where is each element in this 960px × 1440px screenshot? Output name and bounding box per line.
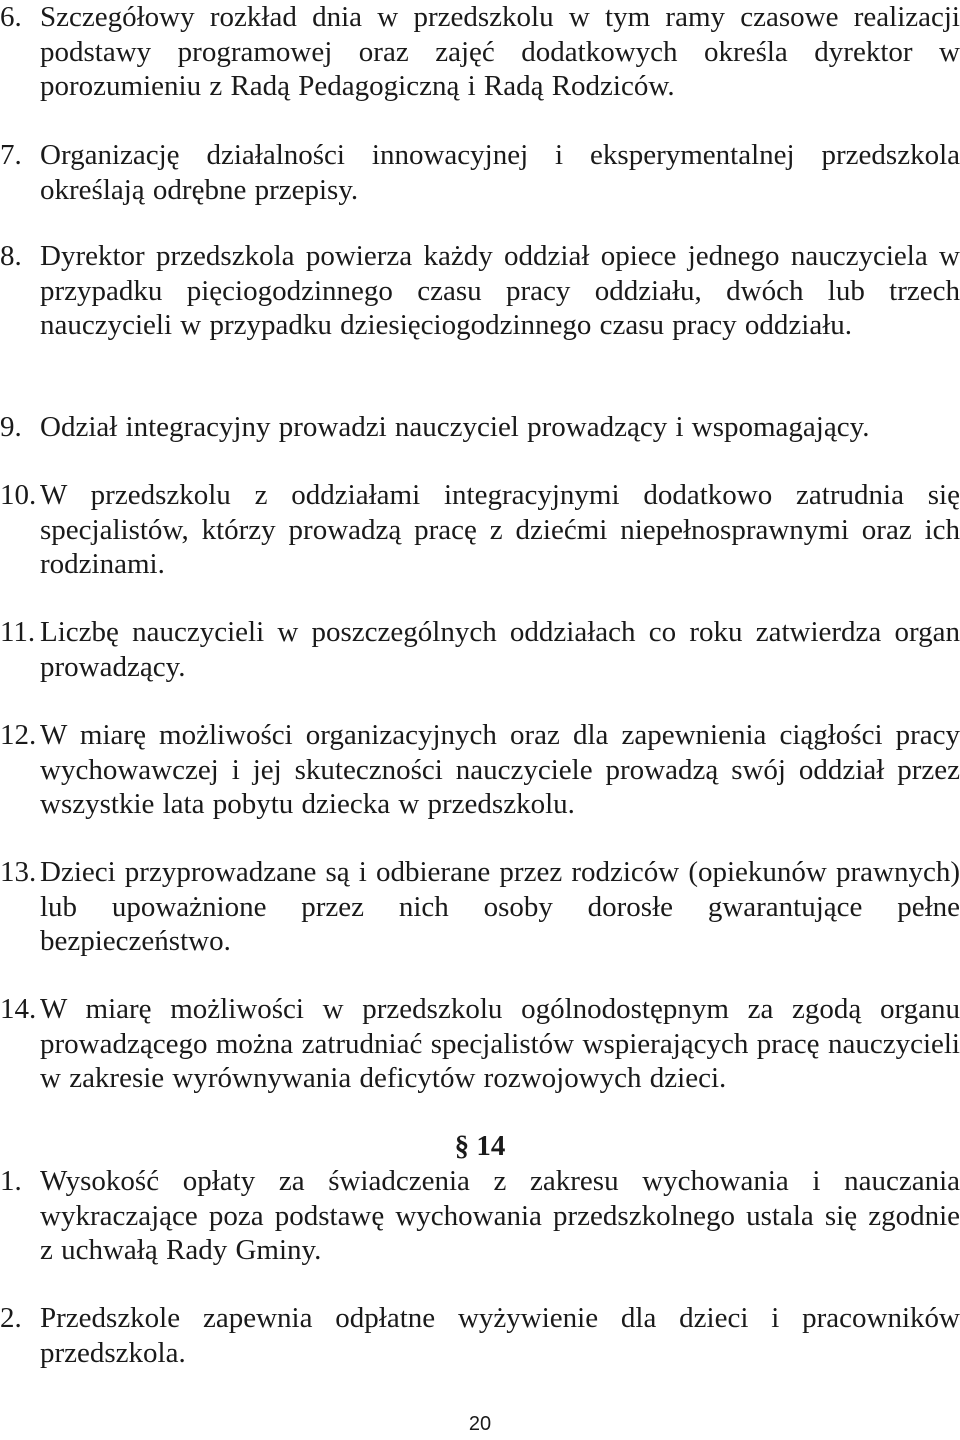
item-number: 11. [0, 616, 36, 648]
list-item-10 [0, 478, 960, 582]
item-number: 8. [0, 240, 22, 272]
page-number: 20 [468, 1413, 492, 1435]
item-number: 10. [0, 479, 37, 511]
item-number: 6. [0, 1, 22, 33]
item-number: 13. [0, 856, 37, 888]
item-text: Wysokość opłaty za świadczenia z zakresu wychowania i nauczania wykraczające poza podstawę wychowania przedszkolnego ustala się zgodnie z uchwałą Rady Gminy. [40, 1165, 960, 1266]
item-text: Organizację działalności innowacyjnej i eksperymentalnej przedszkola określają odrębne przepisy. [40, 139, 960, 206]
list-item-9 [0, 410, 960, 445]
list-item-7 [0, 138, 960, 207]
item-text: Dzieci przyprowadzane są i odbierane przez rodziców (opiekunów prawnych) lub upoważnione przez nich osoby dorosłe gwarantujące pełne bezpieczeństwo. [40, 856, 960, 957]
item-text: Odział integracyjny prowadzi nauczyciel prowadzący i wspomagający. [40, 411, 870, 443]
item-text: Szczegółowy rozkład dnia w przedszkolu w tym ramy czasowe realizacji podstawy programowej oraz zajęć dodatkowych określa dyrektor w porozumieniu z Radą Pedagogiczną i Radą Rodziców. [40, 1, 960, 102]
item-number: 2. [0, 1302, 22, 1334]
list-item-6 [0, 0, 960, 104]
item-number: 14. [0, 993, 37, 1025]
item-text: Liczbę nauczycieli w poszczególnych oddziałach co roku zatwierdza organ prowadzący. [40, 616, 960, 683]
list-item-8 [0, 239, 960, 343]
list-item-14 [0, 992, 960, 1096]
section-item-1 [0, 1164, 960, 1268]
list-item-13 [0, 855, 960, 959]
item-number: 7. [0, 139, 22, 171]
item-number: 1. [0, 1165, 22, 1197]
section-item-2 [0, 1301, 960, 1370]
item-number: 12. [0, 719, 37, 751]
item-text: Dyrektor przedszkola powierza każdy oddział opiece jednego nauczyciela w przypadku pięciogodzinnego czasu pracy oddziału, dwóch lub trzech nauczycieli w przypadku dziesięciogodzinnego czasu pracy oddziału. [40, 240, 960, 341]
item-text: W przedszkolu z oddziałami integracyjnymi dodatkowo zatrudnia się specjalistów, którzy prowadzą pracę z dziećmi niepełnosprawnymi oraz ich rodzinami. [40, 479, 960, 580]
item-text: W miarę możliwości organizacyjnych oraz dla zapewnienia ciągłości pracy wychowawczej i jej skuteczności nauczyciele prowadzą swój oddział przez wszystkie lata pobytu dziecka w przedszkolu. [40, 719, 960, 820]
item-text: W miarę możliwości w przedszkolu ogólnodostępnym za zgodą organu prowadzącego można zatrudniać specjalistów wspierających pracę nauczycieli w zakresie wyrównywania deficytów rozwojowych dzieci. [40, 993, 960, 1094]
item-number: 9. [0, 411, 22, 443]
item-text: Przedszkole zapewnia odpłatne wyżywienie dla dzieci i pracowników przedszkola. [40, 1302, 960, 1369]
list-item-11 [0, 615, 960, 684]
list-item-12 [0, 718, 960, 822]
section-heading: § 14 [454, 1130, 506, 1162]
